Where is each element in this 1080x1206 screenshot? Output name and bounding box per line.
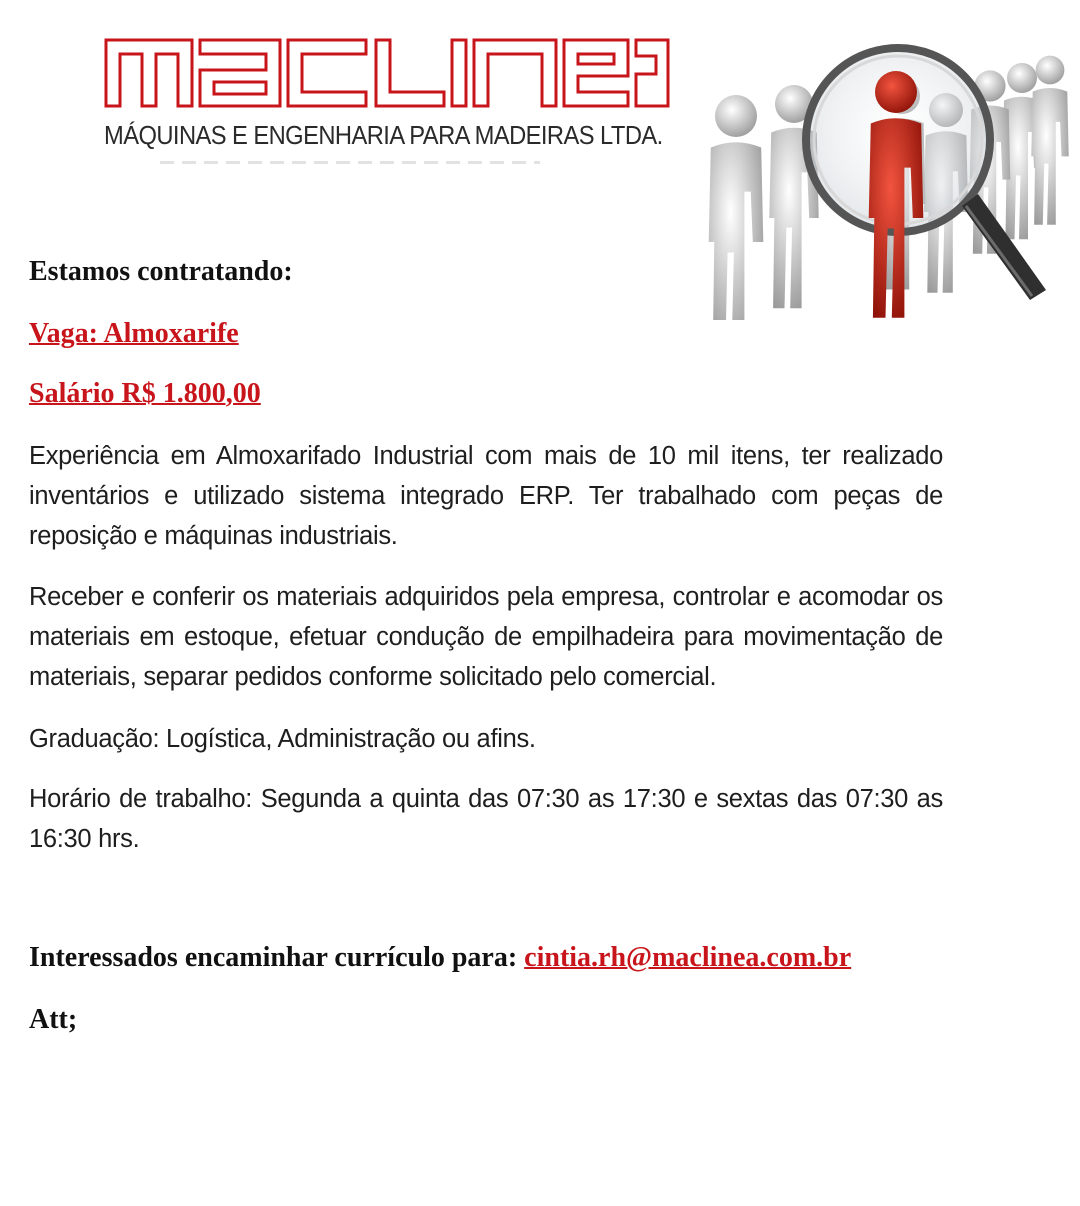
experience-paragraph: Experiência em Almoxarifado Industrial com mais de 10 mil itens, ter realizado inventários e utilizado sistema integrado ERP. Ter trabalhado com peças de reposição e máquinas industriais. xyxy=(29,442,943,550)
job-title: Vaga: Almoxarife xyxy=(29,318,239,349)
faint-subtitle-line xyxy=(160,161,540,164)
contact-email-link[interactable]: cintia.rh@maclinea.com.br xyxy=(524,942,852,973)
education-paragraph: Graduação: Logística, Administração ou afins. xyxy=(29,725,536,753)
closing-text: Att; xyxy=(29,1004,78,1035)
hiring-heading: Estamos contratando: xyxy=(29,256,293,287)
contact-line xyxy=(29,942,851,974)
schedule-paragraph: Horário de trabalho: Segunda a quinta das 07:30 as 17:30 e sextas das 07:30 as 16:30 hrs. xyxy=(29,785,943,853)
maclinea-logo xyxy=(104,38,670,108)
salary: Salário R$ 1.800,00 xyxy=(29,378,261,409)
contact-label: Interessados encaminhar currículo para: xyxy=(29,942,525,973)
magnifier-over-people-icon xyxy=(700,0,1080,320)
company-tagline: MÁQUINAS E ENGENHARIA PARA MADEIRAS LTDA. xyxy=(104,122,663,150)
duties-paragraph: Receber e conferir os materiais adquiridos pela empresa, controlar e acomodar os materiais em estoque, efetuar condução de empilhadeira para movimentação de materiais, separar pedidos conforme solicitado pelo comercial. xyxy=(29,583,943,691)
